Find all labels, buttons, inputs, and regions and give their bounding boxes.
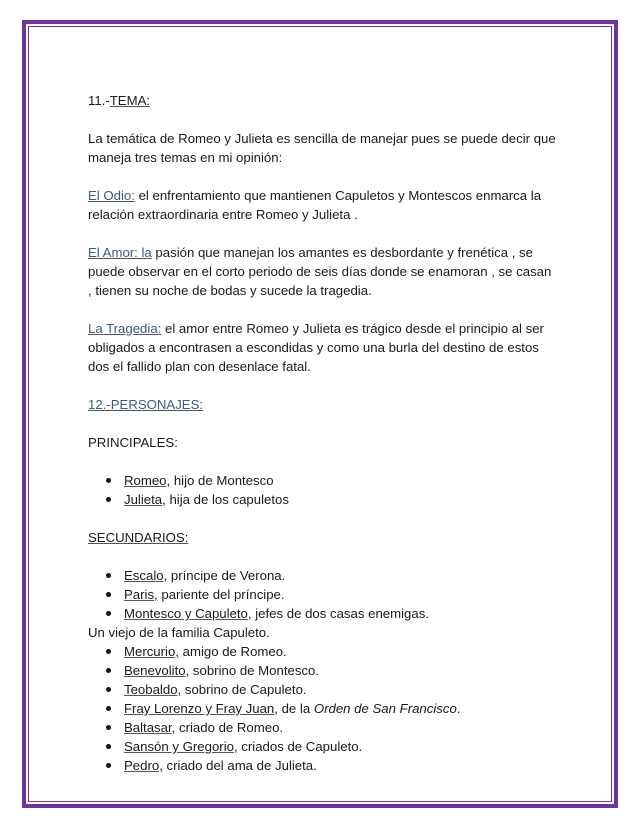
theme-label: El Odio:: [88, 188, 135, 203]
list-item: [88, 490, 558, 509]
list-item: [88, 699, 558, 718]
list-item: [88, 642, 558, 661]
character-desc: , jefes de dos casas enemigas.: [247, 606, 429, 621]
list-item: [88, 471, 558, 490]
bullet-icon: [106, 573, 111, 578]
principales-list: [88, 471, 558, 509]
character-desc: amigo de Romeo.: [178, 644, 287, 659]
character-desc: príncipe de Verona.: [167, 568, 286, 583]
section-11-title: TEMA:: [109, 93, 151, 108]
character-desc: sobrino de Montesco.: [189, 663, 320, 678]
theme-label: La Tragedia:: [88, 321, 162, 336]
theme-odio: [88, 186, 558, 224]
character-name: Romeo,: [124, 473, 171, 488]
secundarios-list-b: [88, 642, 558, 775]
list-item: [88, 680, 558, 699]
theme-text: el amor entre Romeo y Julieta es trágico desde el principio al ser obligados a encontrasen a escondidas y como una burla del destino de estos dos el fallido plan con desenlace fatal.: [88, 321, 544, 374]
theme-text: pasión que manejan los amantes es desbordante y frenética , se puede observar en el corto periodo de seis días donde se enamoran , se casan , tienen su noche de bodas y sucede la tragedia.: [88, 245, 552, 298]
section-12-heading: 12.-PERSONAJES:: [88, 397, 204, 412]
character-name: Julieta,: [124, 492, 166, 507]
list-item: [88, 585, 558, 604]
bullet-icon: [106, 668, 111, 673]
theme-tragedia: [88, 319, 558, 376]
list-item: [88, 566, 558, 585]
character-name: Pedro,: [124, 758, 163, 773]
bullet-icon: [106, 478, 111, 483]
character-name: Teobaldo,: [124, 682, 182, 697]
character-name: Benevolito,: [124, 663, 190, 678]
bullet-icon: [106, 763, 111, 768]
list-item: [88, 737, 558, 756]
character-name: Mercurio,: [124, 644, 179, 659]
character-name: Montesco y Capuleto: [124, 606, 248, 621]
bullet-icon: [106, 706, 111, 711]
principales-label: PRINCIPALES:: [88, 435, 178, 450]
bullet-icon: [106, 611, 111, 616]
character-desc: , de la: [274, 701, 314, 716]
bullet-icon: [106, 744, 111, 749]
list-item: [88, 604, 558, 623]
bullet-icon: [106, 649, 111, 654]
character-name: Escalo,: [124, 568, 168, 583]
character-desc: criado del ama de Julieta.: [162, 758, 317, 773]
viejo-line: Un viejo de la familia Capuleto.: [88, 625, 270, 640]
character-name: Paris,: [124, 587, 158, 602]
character-desc-end: .: [456, 701, 461, 716]
character-desc: criados de Capuleto.: [237, 739, 363, 754]
document-body: [88, 91, 558, 775]
theme-text: el enfrentamiento que mantienen Capuletos y Montescos enmarca la relación extraordinaria entre Romeo y Julieta .: [88, 188, 542, 222]
secundarios-list-a: [88, 566, 558, 623]
list-item: [88, 756, 558, 775]
theme-label: El Amor: la: [88, 245, 152, 260]
character-desc: hija de los capuletos: [165, 492, 289, 507]
character-desc: pariente del príncipe.: [157, 587, 285, 602]
section-11-intro: La temática de Romeo y Julieta es sencilla de manejar pues se puede decir que maneja tres temas en mi opinión:: [88, 131, 556, 165]
list-item: [88, 718, 558, 737]
theme-amor: [88, 243, 558, 300]
character-name: Baltasar: [124, 720, 172, 735]
character-desc-italic: Orden de San Francisco: [313, 701, 457, 716]
section-11-heading: 11.-TEMA:: [88, 93, 151, 108]
list-item: [88, 661, 558, 680]
character-desc: sobrino de Capuleto.: [181, 682, 307, 697]
character-name: Fray Lorenzo y Fray Juan: [124, 701, 275, 716]
bullet-icon: [106, 497, 111, 502]
secundarios-label: SECUNDARIOS:: [88, 530, 189, 545]
bullet-icon: [106, 687, 111, 692]
bullet-icon: [106, 592, 111, 597]
character-desc: , criado de Romeo.: [171, 720, 284, 735]
character-name: Sansón y Gregorio,: [124, 739, 238, 754]
bullet-icon: [106, 725, 111, 730]
character-desc: hijo de Montesco: [170, 473, 274, 488]
